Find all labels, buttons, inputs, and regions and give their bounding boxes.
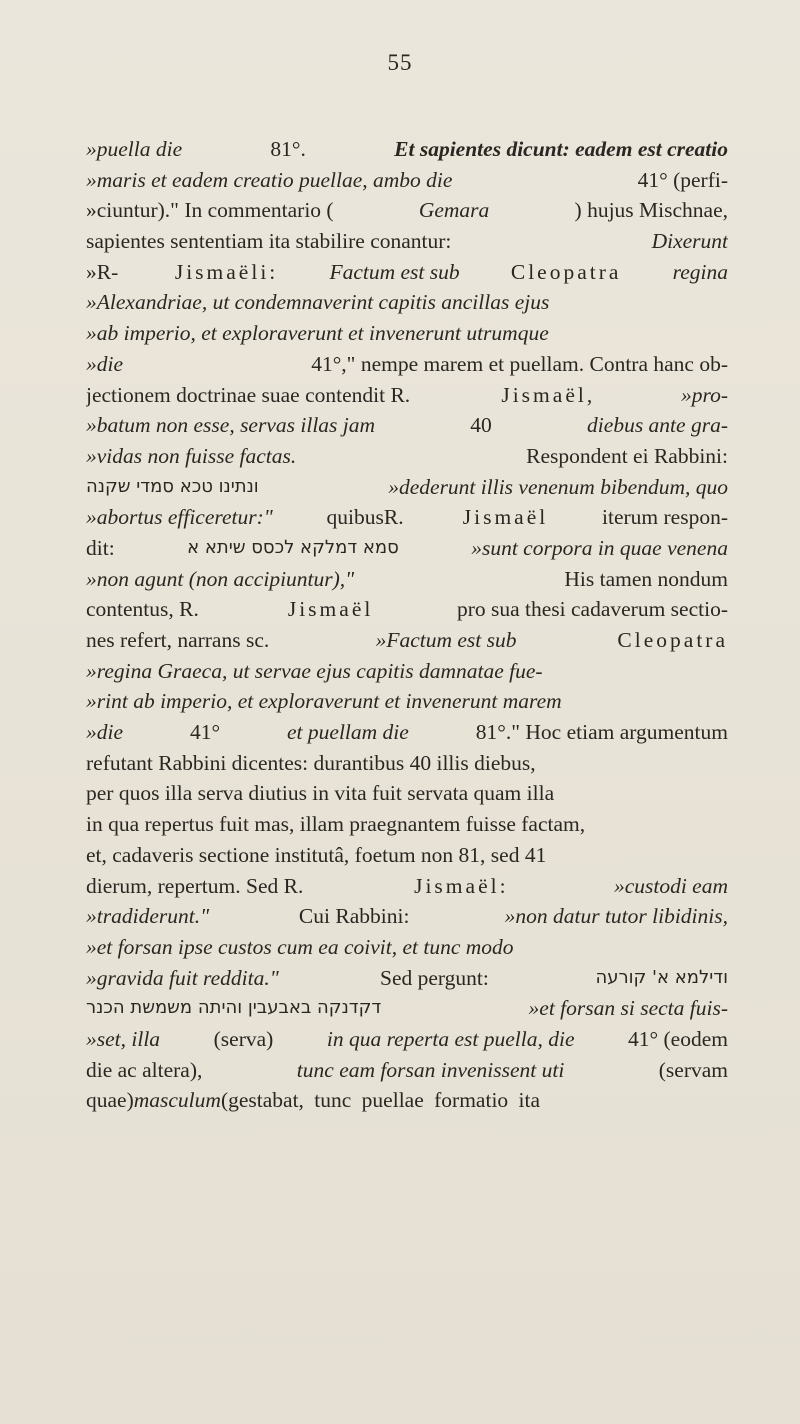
text-segment: »ciuntur)." In commentario ( bbox=[86, 198, 334, 223]
text-line bbox=[86, 656, 728, 687]
text-segment: »non datur tutor libidinis, bbox=[504, 904, 728, 929]
text-segment: 41° (eodem bbox=[628, 1026, 728, 1051]
text-segment: masculum bbox=[133, 1088, 221, 1113]
text-segment: (servam bbox=[658, 1057, 728, 1082]
text-segment: Dixerunt bbox=[651, 229, 728, 254]
text-segment: »R- bbox=[86, 259, 124, 284]
text-line bbox=[86, 778, 728, 809]
text-segment: nes refert, narrans sc. bbox=[86, 628, 275, 652]
text-segment: »et forsan si secta fuis- bbox=[528, 996, 728, 1021]
text-segment: »non agunt (non accipiuntur)," bbox=[86, 566, 355, 591]
text-segment: regina bbox=[672, 259, 728, 284]
text-segment: per quos illa serva diutius in vita fuit servata quam illa bbox=[86, 781, 555, 806]
text-line bbox=[86, 625, 728, 656]
text-line bbox=[86, 717, 728, 748]
text-segment: dit: bbox=[86, 535, 115, 560]
text-line bbox=[86, 564, 728, 595]
text-segment: (gestabat, tunc puellae formatio ita bbox=[220, 1088, 541, 1113]
text-line bbox=[86, 932, 728, 963]
text-segment: iterum respon- bbox=[602, 505, 728, 530]
text-segment: »et forsan ipse custos cum ea coivit, et tunc modo bbox=[86, 934, 514, 959]
text-segment: quibusR. bbox=[326, 505, 409, 530]
text-segment: »sunt corpora in quae venena bbox=[471, 535, 728, 560]
text-line bbox=[86, 533, 728, 564]
text-segment: Cleopatra bbox=[510, 259, 622, 284]
hebrew-text: סמא דמלקא לכסס שיתא א bbox=[187, 536, 399, 558]
text-segment: et puellam die bbox=[287, 720, 409, 745]
text-segment: in qua reperta est puella, die bbox=[326, 1026, 575, 1051]
text-segment: Jismaël bbox=[287, 597, 374, 622]
text-segment: Jismaëli: bbox=[174, 259, 279, 284]
text-segment: 41° (perfi- bbox=[637, 167, 728, 192]
text-segment: refutant Rabbini dicentes: durantibus 40 illis diebus, bbox=[86, 750, 536, 775]
text-segment: »gravida fuit reddita." bbox=[86, 965, 279, 990]
text-segment: 41°," nempe marem et puellam. Contra hanc ob- bbox=[311, 351, 728, 376]
text-segment: jectionem doctrinae suae contendit R. bbox=[86, 382, 416, 407]
text-line bbox=[86, 686, 728, 717]
text-segment: »abortus efficeretur:" bbox=[86, 505, 273, 530]
text-segment: tunc eam forsan invenissent uti bbox=[296, 1057, 565, 1082]
text-segment: Sed pergunt: bbox=[379, 965, 495, 990]
text-line bbox=[86, 165, 728, 196]
text-line bbox=[86, 594, 728, 625]
text-segment: »puella die bbox=[86, 137, 183, 161]
text-segment: sapientes sententiam ita stabilire conantur: bbox=[86, 229, 457, 254]
text-segment: »pro- bbox=[681, 382, 728, 407]
text-segment: »maris et eadem creatio puellae, ambo die bbox=[86, 167, 453, 192]
text-line bbox=[86, 134, 728, 165]
text-segment: 41° bbox=[189, 720, 221, 745]
text-segment: »regina Graeca, ut servae ejus capitis damnatae fue- bbox=[86, 658, 543, 683]
text-line bbox=[86, 287, 728, 318]
text-segment: »die bbox=[86, 351, 124, 376]
text-segment: 81°." Hoc etiam argumentum bbox=[475, 720, 728, 745]
hebrew-text: ודילמא א' קורעה bbox=[595, 966, 728, 988]
text-line bbox=[86, 1085, 728, 1116]
text-line bbox=[86, 871, 728, 902]
text-segment: Jismaël bbox=[462, 505, 549, 530]
text-segment: »custodi eam bbox=[613, 873, 728, 898]
text-segment: diebus ante gra- bbox=[587, 413, 728, 438]
text-segment: »batum non esse, servas illas jam bbox=[86, 413, 376, 438]
text-segment: »Factum est sub bbox=[375, 628, 517, 652]
page-number: 55 bbox=[387, 50, 413, 75]
text-line bbox=[86, 809, 728, 840]
text-segment: »rint ab imperio, et exploraverunt et invenerunt marem bbox=[86, 689, 562, 714]
text-segment: Cleopatra bbox=[617, 628, 728, 652]
text-segment: pro sua thesi cadaverum sectio- bbox=[456, 597, 728, 622]
text-line bbox=[86, 195, 728, 226]
text-segment: Factum est sub bbox=[329, 259, 460, 284]
text-segment: (serva) bbox=[213, 1026, 274, 1051]
text-segment: Et sapientes dicunt: eadem est creatio bbox=[394, 137, 728, 161]
text-line bbox=[86, 840, 728, 871]
text-segment: »tradiderunt." bbox=[86, 904, 210, 929]
text-segment: contentus, R. bbox=[86, 597, 205, 622]
text-line bbox=[86, 441, 728, 472]
text-segment: »Alexandriae, ut condemnaverint capitis ancillas ejus bbox=[86, 290, 550, 315]
text-line bbox=[86, 226, 728, 257]
text-line bbox=[86, 963, 728, 994]
text-segment: die ac altera), bbox=[86, 1057, 203, 1082]
text-segment: »ab imperio, et exploraverunt et invenerunt utrumque bbox=[86, 321, 549, 346]
text-segment: Cui Rabbini: bbox=[298, 904, 415, 929]
text-segment: »vidas non fuisse factas. bbox=[86, 443, 297, 468]
body-text bbox=[86, 134, 728, 1116]
text-segment: et, cadaveris sectione institutâ, foetum non 81, sed 41 bbox=[86, 842, 547, 867]
text-segment: Jismaël, bbox=[501, 382, 596, 407]
text-segment: dierum, repertum. Sed R. bbox=[86, 873, 309, 898]
text-line bbox=[86, 1055, 728, 1086]
text-line bbox=[86, 410, 728, 441]
text-segment: ) hujus Mischnae, bbox=[574, 198, 728, 223]
text-line bbox=[86, 257, 728, 288]
text-line bbox=[86, 502, 728, 533]
text-line bbox=[86, 380, 728, 411]
hebrew-text: ונתינו טכא סמדי שקנה bbox=[86, 475, 259, 497]
text-line bbox=[86, 349, 728, 380]
text-segment: »die bbox=[86, 720, 124, 745]
text-line bbox=[86, 748, 728, 779]
text-line bbox=[86, 472, 728, 503]
hebrew-text: דקדנקה באבעבין והיתה משמשת הכנר bbox=[86, 997, 382, 1019]
text-segment: in qua repertus fuit mas, illam praegnantem fuisse factam, bbox=[86, 812, 586, 837]
text-segment: Respondent ei Rabbini: bbox=[526, 443, 728, 468]
text-segment: quae) bbox=[86, 1088, 134, 1113]
text-line bbox=[86, 318, 728, 349]
text-segment: »set, illa bbox=[86, 1026, 161, 1051]
text-segment: His tamen nondum bbox=[564, 566, 728, 591]
text-segment: »dederunt illis venenum bibendum, quo bbox=[388, 474, 728, 499]
text-line bbox=[86, 993, 728, 1024]
text-segment: 40 bbox=[470, 413, 492, 438]
text-line bbox=[86, 901, 728, 932]
text-segment: Gemara bbox=[418, 198, 490, 223]
text-line bbox=[86, 1024, 728, 1055]
text-segment: Jismaël: bbox=[414, 873, 509, 898]
text-segment: 81°. bbox=[270, 137, 306, 161]
